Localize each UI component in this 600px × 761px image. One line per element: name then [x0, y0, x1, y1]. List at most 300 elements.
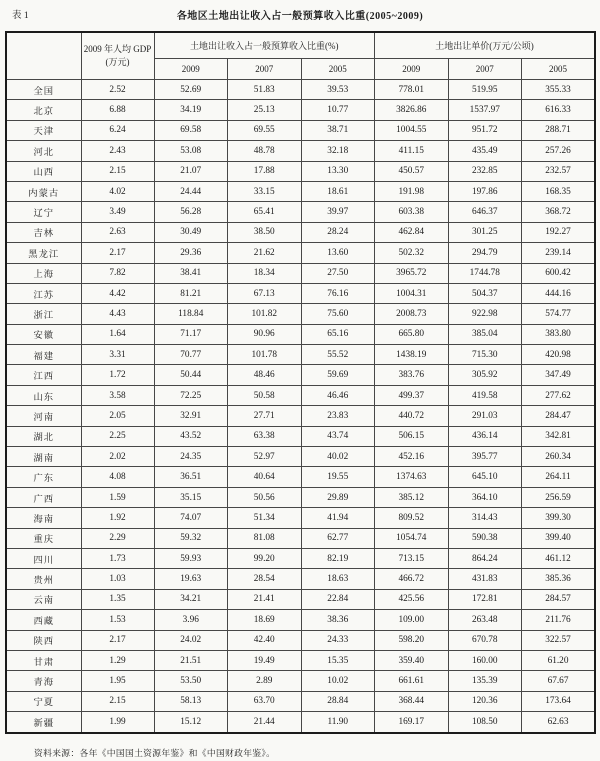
value-cell: 48.46	[228, 365, 302, 385]
year-column-header: 2005	[301, 59, 375, 80]
value-cell: 713.15	[375, 548, 449, 568]
value-cell: 368.44	[375, 691, 449, 711]
group-header-ratio: 土地出让收入占一般预算收入比重(%)	[154, 32, 375, 59]
value-cell: 419.58	[448, 385, 522, 405]
region-cell: 江西	[6, 365, 81, 385]
gdp-cell: 2.15	[81, 691, 154, 711]
gdp-cell: 1.29	[81, 650, 154, 670]
table-row	[6, 447, 595, 467]
gdp-cell: 1.95	[81, 671, 154, 691]
region-cell: 河南	[6, 406, 81, 426]
region-cell: 河北	[6, 141, 81, 161]
value-cell: 27.71	[228, 406, 302, 426]
value-cell: 2008.73	[375, 304, 449, 324]
data-table	[5, 31, 596, 734]
value-cell: 504.37	[448, 283, 522, 303]
table-row	[6, 712, 595, 733]
table-row	[6, 569, 595, 589]
value-cell: 62.77	[301, 528, 375, 548]
value-cell: 118.84	[154, 304, 228, 324]
value-cell: 48.78	[228, 141, 302, 161]
gdp-cell: 2.52	[81, 80, 154, 100]
value-cell: 18.34	[228, 263, 302, 283]
value-cell: 53.50	[154, 671, 228, 691]
value-cell: 355.33	[522, 80, 596, 100]
value-cell: 519.95	[448, 80, 522, 100]
value-cell: 168.35	[522, 181, 596, 201]
value-cell: 52.97	[228, 447, 302, 467]
region-cell: 新疆	[6, 712, 81, 733]
value-cell: 420.98	[522, 345, 596, 365]
region-cell: 四川	[6, 548, 81, 568]
gdp-cell: 2.25	[81, 426, 154, 446]
value-cell: 29.36	[154, 243, 228, 263]
value-cell: 19.55	[301, 467, 375, 487]
year-column-header: 2007	[448, 59, 522, 80]
value-cell: 502.32	[375, 243, 449, 263]
value-cell: 120.36	[448, 691, 522, 711]
value-cell: 257.26	[522, 141, 596, 161]
gdp-cell: 2.05	[81, 406, 154, 426]
region-cell: 福建	[6, 345, 81, 365]
table-row	[6, 283, 595, 303]
value-cell: 665.80	[375, 324, 449, 344]
value-cell: 18.63	[301, 569, 375, 589]
table-row	[6, 630, 595, 650]
value-cell: 616.33	[522, 100, 596, 120]
value-cell: 263.48	[448, 610, 522, 630]
table-row	[6, 80, 595, 100]
source-note: 资料来源：各年《中国国土资源年鉴》和《中国财政年鉴》。	[34, 747, 276, 758]
value-cell: 53.08	[154, 141, 228, 161]
table-title: 各地区土地出让收入占一般预算收入比重(2005~2009)	[176, 11, 424, 22]
table-row	[6, 181, 595, 201]
gdp-cell: 4.08	[81, 467, 154, 487]
table-row	[6, 365, 595, 385]
value-cell: 69.55	[228, 120, 302, 140]
value-cell: 63.70	[228, 691, 302, 711]
value-cell: 19.63	[154, 569, 228, 589]
value-cell: 13.60	[301, 243, 375, 263]
gdp-cell: 1.92	[81, 508, 154, 528]
value-cell: 24.35	[154, 447, 228, 467]
gdp-cell: 2.02	[81, 447, 154, 467]
value-cell: 173.64	[522, 691, 596, 711]
value-cell: 1374.63	[375, 467, 449, 487]
year-column-header: 2009	[154, 59, 228, 80]
year-column-header: 2005	[522, 59, 596, 80]
table-row	[6, 467, 595, 487]
table-row	[6, 345, 595, 365]
region-cell: 云南	[6, 589, 81, 609]
value-cell: 160.00	[448, 650, 522, 670]
region-cell: 广东	[6, 467, 81, 487]
region-cell: 西藏	[6, 610, 81, 630]
value-cell: 715.30	[448, 345, 522, 365]
table-row	[6, 385, 595, 405]
year-column-header: 2007	[228, 59, 302, 80]
value-cell: 101.82	[228, 304, 302, 324]
table-row	[6, 487, 595, 507]
value-cell: 172.81	[448, 589, 522, 609]
value-cell: 590.38	[448, 528, 522, 548]
value-cell: 450.57	[375, 161, 449, 181]
gdp-cell: 1.64	[81, 324, 154, 344]
value-cell: 385.04	[448, 324, 522, 344]
value-cell: 67.67	[522, 671, 596, 691]
value-cell: 239.14	[522, 243, 596, 263]
value-cell: 598.20	[375, 630, 449, 650]
value-cell: 40.02	[301, 447, 375, 467]
value-cell: 23.83	[301, 406, 375, 426]
value-cell: 38.36	[301, 610, 375, 630]
value-cell: 46.46	[301, 385, 375, 405]
value-cell: 197.86	[448, 181, 522, 201]
value-cell: 65.41	[228, 202, 302, 222]
table-row	[6, 406, 595, 426]
value-cell: 38.50	[228, 222, 302, 242]
region-cell: 全国	[6, 80, 81, 100]
value-cell: 56.28	[154, 202, 228, 222]
region-cell: 天津	[6, 120, 81, 140]
region-cell: 重庆	[6, 528, 81, 548]
gdp-cell: 3.31	[81, 345, 154, 365]
value-cell: 35.15	[154, 487, 228, 507]
gdp-cell: 1.03	[81, 569, 154, 589]
value-cell: 399.30	[522, 508, 596, 528]
value-cell: 15.12	[154, 712, 228, 733]
value-cell: 34.19	[154, 100, 228, 120]
table-row	[6, 691, 595, 711]
gdp-cell: 2.17	[81, 243, 154, 263]
value-cell: 81.08	[228, 528, 302, 548]
gdp-cell: 1.99	[81, 712, 154, 733]
value-cell: 38.71	[301, 120, 375, 140]
value-cell: 24.44	[154, 181, 228, 201]
value-cell: 260.34	[522, 447, 596, 467]
value-cell: 291.03	[448, 406, 522, 426]
value-cell: 30.49	[154, 222, 228, 242]
gdp-cell: 1.53	[81, 610, 154, 630]
value-cell: 90.96	[228, 324, 302, 344]
value-cell: 25.13	[228, 100, 302, 120]
value-cell: 461.12	[522, 548, 596, 568]
value-cell: 191.98	[375, 181, 449, 201]
gdp-cell: 6.24	[81, 120, 154, 140]
region-cell: 贵州	[6, 569, 81, 589]
table-row	[6, 100, 595, 120]
value-cell: 603.38	[375, 202, 449, 222]
region-cell: 上海	[6, 263, 81, 283]
value-cell: 778.01	[375, 80, 449, 100]
value-cell: 21.41	[228, 589, 302, 609]
value-cell: 109.00	[375, 610, 449, 630]
value-cell: 55.52	[301, 345, 375, 365]
value-cell: 21.62	[228, 243, 302, 263]
value-cell: 27.50	[301, 263, 375, 283]
value-cell: 59.93	[154, 548, 228, 568]
value-cell: 28.84	[301, 691, 375, 711]
gdp-cell: 2.29	[81, 528, 154, 548]
table-row	[6, 120, 595, 140]
value-cell: 264.11	[522, 467, 596, 487]
value-cell: 3965.72	[375, 263, 449, 283]
region-cell: 山西	[6, 161, 81, 181]
value-cell: 574.77	[522, 304, 596, 324]
value-cell: 499.37	[375, 385, 449, 405]
value-cell: 232.85	[448, 161, 522, 181]
value-cell: 383.80	[522, 324, 596, 344]
value-cell: 108.50	[448, 712, 522, 733]
value-cell: 11.90	[301, 712, 375, 733]
gdp-cell: 1.73	[81, 548, 154, 568]
value-cell: 39.53	[301, 80, 375, 100]
value-cell: 43.52	[154, 426, 228, 446]
value-cell: 18.61	[301, 181, 375, 201]
gdp-cell: 4.43	[81, 304, 154, 324]
value-cell: 444.16	[522, 283, 596, 303]
value-cell: 17.88	[228, 161, 302, 181]
value-cell: 13.30	[301, 161, 375, 181]
table-row	[6, 548, 595, 568]
value-cell: 32.18	[301, 141, 375, 161]
region-cell: 青海	[6, 671, 81, 691]
table-row	[6, 671, 595, 691]
value-cell: 169.17	[375, 712, 449, 733]
value-cell: 1054.74	[375, 528, 449, 548]
value-cell: 1004.55	[375, 120, 449, 140]
value-cell: 284.47	[522, 406, 596, 426]
region-column-header	[6, 32, 81, 80]
region-cell: 吉林	[6, 222, 81, 242]
gdp-cell: 7.82	[81, 263, 154, 283]
value-cell: 70.77	[154, 345, 228, 365]
value-cell: 435.49	[448, 141, 522, 161]
table-row	[6, 426, 595, 446]
table-row	[6, 650, 595, 670]
value-cell: 18.69	[228, 610, 302, 630]
table-row	[6, 304, 595, 324]
value-cell: 40.64	[228, 467, 302, 487]
value-cell: 19.49	[228, 650, 302, 670]
table-row	[6, 222, 595, 242]
year-column-header: 2009	[375, 59, 449, 80]
region-cell: 陕西	[6, 630, 81, 650]
value-cell: 411.15	[375, 141, 449, 161]
value-cell: 342.81	[522, 426, 596, 446]
value-cell: 51.34	[228, 508, 302, 528]
value-cell: 75.60	[301, 304, 375, 324]
value-cell: 359.40	[375, 650, 449, 670]
table-row	[6, 324, 595, 344]
value-cell: 42.40	[228, 630, 302, 650]
value-cell: 50.44	[154, 365, 228, 385]
value-cell: 2.89	[228, 671, 302, 691]
value-cell: 58.13	[154, 691, 228, 711]
value-cell: 28.24	[301, 222, 375, 242]
value-cell: 59.32	[154, 528, 228, 548]
value-cell: 76.16	[301, 283, 375, 303]
value-cell: 192.27	[522, 222, 596, 242]
table-row	[6, 141, 595, 161]
region-cell: 宁夏	[6, 691, 81, 711]
table-row	[6, 263, 595, 283]
region-cell: 甘肃	[6, 650, 81, 670]
value-cell: 440.72	[375, 406, 449, 426]
value-cell: 294.79	[448, 243, 522, 263]
value-cell: 65.16	[301, 324, 375, 344]
value-cell: 301.25	[448, 222, 522, 242]
value-cell: 284.57	[522, 589, 596, 609]
gdp-cell: 2.15	[81, 161, 154, 181]
region-cell: 湖北	[6, 426, 81, 446]
value-cell: 10.02	[301, 671, 375, 691]
value-cell: 506.15	[375, 426, 449, 446]
value-cell: 67.13	[228, 283, 302, 303]
value-cell: 38.41	[154, 263, 228, 283]
value-cell: 24.33	[301, 630, 375, 650]
value-cell: 34.21	[154, 589, 228, 609]
value-cell: 1438.19	[375, 345, 449, 365]
value-cell: 101.78	[228, 345, 302, 365]
region-cell: 北京	[6, 100, 81, 120]
region-cell: 内蒙古	[6, 181, 81, 201]
gdp-cell: 2.43	[81, 141, 154, 161]
region-cell: 湖南	[6, 447, 81, 467]
value-cell: 314.43	[448, 508, 522, 528]
table-row	[6, 610, 595, 630]
value-cell: 29.89	[301, 487, 375, 507]
gdp-column-header	[81, 32, 154, 80]
value-cell: 72.25	[154, 385, 228, 405]
value-cell: 425.56	[375, 589, 449, 609]
table-caption	[0, 0, 600, 31]
value-cell: 1744.78	[448, 263, 522, 283]
value-cell: 74.07	[154, 508, 228, 528]
value-cell: 288.71	[522, 120, 596, 140]
value-cell: 951.72	[448, 120, 522, 140]
gdp-cell: 6.88	[81, 100, 154, 120]
value-cell: 600.42	[522, 263, 596, 283]
value-cell: 15.35	[301, 650, 375, 670]
table-header	[6, 32, 595, 80]
value-cell: 69.58	[154, 120, 228, 140]
region-cell: 海南	[6, 508, 81, 528]
value-cell: 645.10	[448, 467, 522, 487]
value-cell: 399.40	[522, 528, 596, 548]
region-cell: 辽宁	[6, 202, 81, 222]
table-body	[6, 80, 595, 733]
value-cell: 21.44	[228, 712, 302, 733]
value-cell: 3.96	[154, 610, 228, 630]
value-cell: 864.24	[448, 548, 522, 568]
value-cell: 33.15	[228, 181, 302, 201]
value-cell: 646.37	[448, 202, 522, 222]
value-cell: 62.63	[522, 712, 596, 733]
value-cell: 135.39	[448, 671, 522, 691]
gdp-header-line2: (万元)	[105, 57, 130, 67]
region-cell: 浙江	[6, 304, 81, 324]
value-cell: 50.56	[228, 487, 302, 507]
value-cell: 466.72	[375, 569, 449, 589]
gdp-cell: 3.49	[81, 202, 154, 222]
table-row	[6, 243, 595, 263]
group-header-price: 土地出让单价(万元/公顷)	[375, 32, 596, 59]
value-cell: 809.52	[375, 508, 449, 528]
table-number-label: 表 1	[12, 11, 29, 21]
value-cell: 922.98	[448, 304, 522, 324]
table-row	[6, 161, 595, 181]
region-cell: 黑龙江	[6, 243, 81, 263]
value-cell: 22.84	[301, 589, 375, 609]
value-cell: 1537.97	[448, 100, 522, 120]
gdp-header-line1: 2009 年人均 GDP	[83, 44, 152, 54]
region-cell: 山东	[6, 385, 81, 405]
table-row	[6, 589, 595, 609]
value-cell: 436.14	[448, 426, 522, 446]
value-cell: 82.19	[301, 548, 375, 568]
value-cell: 431.83	[448, 569, 522, 589]
gdp-cell: 4.02	[81, 181, 154, 201]
gdp-cell: 2.63	[81, 222, 154, 242]
region-cell: 江苏	[6, 283, 81, 303]
gdp-cell: 2.17	[81, 630, 154, 650]
value-cell: 395.77	[448, 447, 522, 467]
value-cell: 256.59	[522, 487, 596, 507]
table-row	[6, 508, 595, 528]
value-cell: 50.58	[228, 385, 302, 405]
table-row	[6, 202, 595, 222]
value-cell: 368.72	[522, 202, 596, 222]
value-cell: 52.69	[154, 80, 228, 100]
value-cell: 232.57	[522, 161, 596, 181]
gdp-cell: 1.35	[81, 589, 154, 609]
value-cell: 24.02	[154, 630, 228, 650]
gdp-cell: 1.72	[81, 365, 154, 385]
value-cell: 385.36	[522, 569, 596, 589]
value-cell: 81.21	[154, 283, 228, 303]
value-cell: 364.10	[448, 487, 522, 507]
value-cell: 61.20	[522, 650, 596, 670]
value-cell: 59.69	[301, 365, 375, 385]
table-row	[6, 528, 595, 548]
value-cell: 21.51	[154, 650, 228, 670]
region-cell: 安徽	[6, 324, 81, 344]
gdp-cell: 3.58	[81, 385, 154, 405]
value-cell: 36.51	[154, 467, 228, 487]
value-cell: 462.84	[375, 222, 449, 242]
value-cell: 277.62	[522, 385, 596, 405]
value-cell: 305.92	[448, 365, 522, 385]
value-cell: 661.61	[375, 671, 449, 691]
value-cell: 670.78	[448, 630, 522, 650]
value-cell: 21.07	[154, 161, 228, 181]
gdp-cell: 4.42	[81, 283, 154, 303]
value-cell: 32.91	[154, 406, 228, 426]
value-cell: 211.76	[522, 610, 596, 630]
value-cell: 3826.86	[375, 100, 449, 120]
value-cell: 71.17	[154, 324, 228, 344]
value-cell: 63.38	[228, 426, 302, 446]
value-cell: 322.57	[522, 630, 596, 650]
value-cell: 41.94	[301, 508, 375, 528]
gdp-cell: 1.59	[81, 487, 154, 507]
value-cell: 347.49	[522, 365, 596, 385]
value-cell: 43.74	[301, 426, 375, 446]
value-cell: 1004.31	[375, 283, 449, 303]
value-cell: 10.77	[301, 100, 375, 120]
value-cell: 51.83	[228, 80, 302, 100]
